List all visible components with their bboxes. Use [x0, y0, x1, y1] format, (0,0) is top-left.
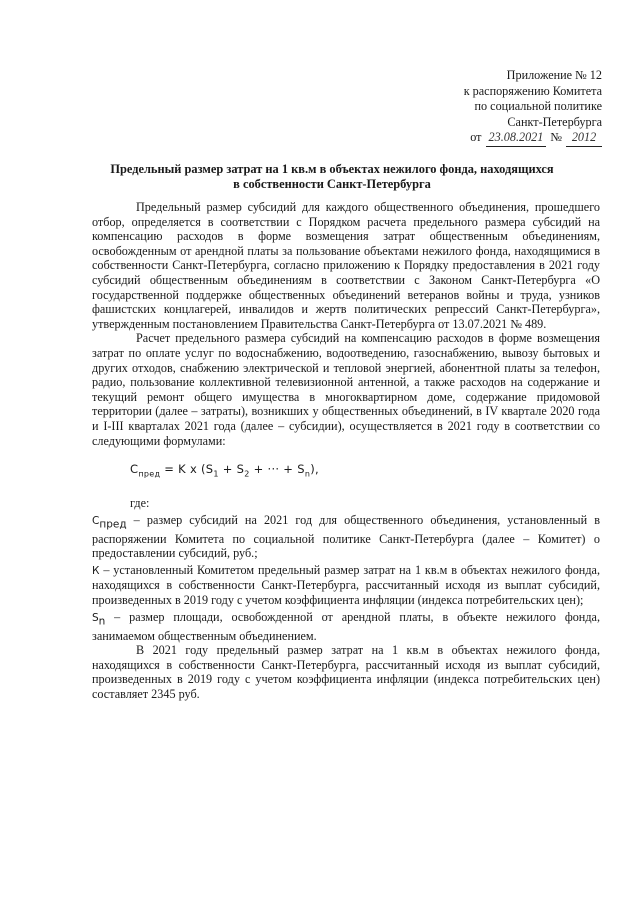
handwritten-date: 23.08.2021	[486, 130, 547, 147]
document-title	[92, 162, 572, 192]
title-line-1: Предельный размер затрат на 1 кв.м в объектах нежилого фонда, находящихся	[110, 162, 554, 176]
formula-end: ),	[310, 462, 319, 477]
formula-s2-sub: 2	[244, 469, 250, 479]
paragraph-1: Предельный размер субсидий для каждого общественного объединения, прошедшего отбор, определяется в соответствии с Порядком расчета предельного размера субсидий на компенсацию расходов в форме возмещения затрат общественным объединениям, освобожденным от арендной платы за пользование объектами нежилого фонда, находящимися в собственности Санкт-Петербурга, согласно приложению к Порядку предоставления в 2021 году субсидий общественным объединениям в соответствии с Законом Санкт-Петербурга «О государственной поддержке общественных объединений ветеранов войны и труда, узников фашистских концлагерей, инвалидов и жертв политических репрессий Санкт-Петербурга», утвержденным постановлением Правительства Санкт-Петербурга от 13.07.2021 № 489.	[92, 200, 600, 331]
document-body	[92, 200, 600, 702]
formula	[130, 462, 600, 482]
formula-s1-sub: 1	[213, 469, 219, 479]
def2-text: – установленный Комитетом предельный размер затрат на 1 кв.м в объектах нежилого фонда, находящихся в собственности Санкт-Петербурга, рассчитанный исходя из выплат субсидий, произведенных в 2019 году с учетом коэффициента инфляции (индекса потребительских цен);	[92, 562, 600, 607]
def3-symbol: S	[92, 611, 99, 624]
where-label: где:	[130, 495, 150, 510]
appendix-date-line	[464, 130, 602, 147]
formula-lhs-sub: пред	[138, 469, 161, 479]
formula-plus: + S	[218, 462, 245, 477]
def1-symbol: С	[92, 514, 100, 527]
def3-symbol-sub: n	[98, 615, 106, 628]
number-prefix: №	[550, 130, 562, 144]
date-prefix: от	[470, 130, 482, 144]
definition-c-pred	[92, 513, 600, 561]
paragraph-2: Расчет предельного размера субсидий на компенсацию расходов в форме возмещения затрат по оплате услуг по водоснабжению, водоотведению, газоснабжению, вывозу бытовых и других отходов, снабжению электрической и тепловой энергией, абонентной платы за телефон, радио, пользование коллективной телевизионной антенной, а также расходов на содержание и текущий ремонт общего имущества в многоквартирном доме, содержание придомовой территории (далее – затраты), возникших у общественных объединений, в IV квартале 2020 года и I-III кварталах 2021 года (далее – субсидии), осуществляется в 2021 году в соответствии со следующими формулами:	[92, 331, 600, 448]
appendix-line-4: Санкт-Петербурга	[507, 114, 602, 129]
def3-text: – размер площади, освобожденной от арендной платы, в объекте нежилого фонда, занимаемом общественным объединением.	[92, 609, 600, 643]
formula-sn-sub: n	[304, 469, 311, 479]
appendix-line-1: Приложение № 12	[506, 68, 602, 82]
def1-text: – размер субсидий на 2021 год для общественного объединения, установленный в распоряжении Комитета по социальной политике Санкт-Петербурга (далее – Комитет) о предоставлении субсидий, руб.;	[92, 512, 600, 561]
handwritten-number: 2012	[566, 130, 602, 147]
def1-symbol-sub: пред	[99, 518, 127, 531]
appendix-line-3: по социальной политике	[474, 99, 602, 113]
appendix-line-2: к распоряжению Комитета	[463, 83, 602, 98]
formula-lhs: С	[130, 462, 139, 477]
definition-sn	[92, 610, 600, 644]
paragraph-final: В 2021 году предельный размер затрат на 1 кв.м в объектах нежилого фонда, находящихся в собственности Санкт-Петербурга, рассчитанный исходя из выплат субсидий, произведенных в 2019 году с учетом коэффициента инфляции (индекса потребительских цен) составляет 2345 руб.	[92, 643, 600, 701]
formula-mid: = K x (S	[160, 462, 214, 477]
appendix-header	[464, 68, 602, 147]
def2-symbol: К	[92, 564, 100, 577]
formula-tail: + ··· + S	[249, 462, 305, 477]
definition-k	[92, 563, 600, 608]
title-line-2: в собственности Санкт-Петербурга	[233, 177, 431, 191]
